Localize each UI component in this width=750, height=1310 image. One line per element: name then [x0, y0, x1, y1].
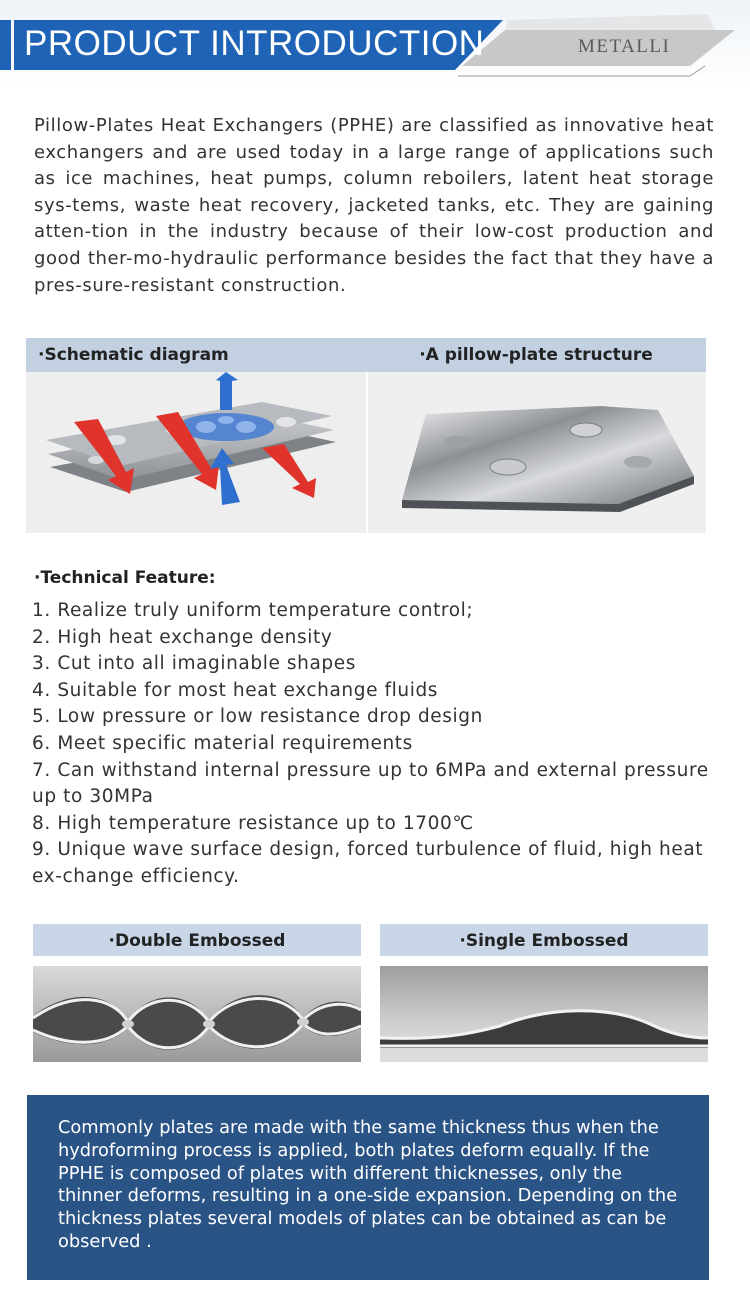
structure-caption: ·A pillow-plate structure: [366, 338, 706, 372]
brand-label: METALLI: [578, 36, 671, 57]
list-item: 6. Meet specific material requirements: [32, 732, 413, 754]
list-item: 4. Suitable for most heat exchange fluids: [32, 679, 439, 701]
intro-paragraph: Pillow-Plates Heat Exchangers (PPHE) are classified as innovative heat exchangers and are used today in a large range of applications such as ice machines, heat pumps, column reboilers, latent heat storage sys-tems, waste heat recovery, jacketed tanks, etc. They are gaining atten-tion in the industry because of their low-cost production and good ther-mo-hydraulic performance besides the fact that they have a pres-sure-resistant construction.: [34, 115, 714, 296]
single-embossed-image: [380, 966, 708, 1062]
figures-section: [26, 338, 706, 533]
list-item: 3. Cut into all imaginable shapes: [32, 653, 356, 675]
pillow-plate-image: [368, 372, 706, 533]
single-embossed-caption: ·Single Embossed: [380, 924, 708, 956]
technical-feature-list: [32, 598, 712, 891]
description-box: [27, 1095, 709, 1280]
schematic-diagram-image: [26, 372, 366, 533]
description-text: Commonly plates are made with the same thickness thus when the hydroforming process is applied, both plates deform equally. If the PPHE is composed of plates with different thicknesses, only the thinner deforms, resulting in a one-side expansion. Depending on the thickness plates several models of plates can be obtained as can be observed .: [58, 1117, 678, 1252]
page-title: PRODUCT INTRODUCTION: [24, 24, 485, 63]
header-banner: [0, 0, 750, 90]
list-item: 2. High heat exchange density: [32, 626, 333, 648]
technical-feature-title: ·Technical Feature:: [34, 568, 216, 588]
double-embossed-image: [33, 966, 361, 1062]
list-item: 5. Low pressure or low resistance drop design: [32, 706, 483, 728]
list-item: 8. High temperature resistance up to 1700℃: [32, 812, 474, 834]
list-item: 1. Realize truly uniform temperature control;: [32, 600, 474, 621]
schematic-caption: ·Schematic diagram: [26, 338, 366, 372]
single-embossed-panel: [380, 924, 708, 1062]
list-item: 9. Unique wave surface design, forced turbulence of fluid, high heat ex-change efficiency.: [32, 839, 704, 887]
double-embossed-panel: [33, 924, 361, 1062]
double-embossed-caption: ·Double Embossed: [33, 924, 361, 956]
list-item: 7. Can withstand internal pressure up to 6MPa and external pressure up to 30MPa: [32, 759, 709, 808]
